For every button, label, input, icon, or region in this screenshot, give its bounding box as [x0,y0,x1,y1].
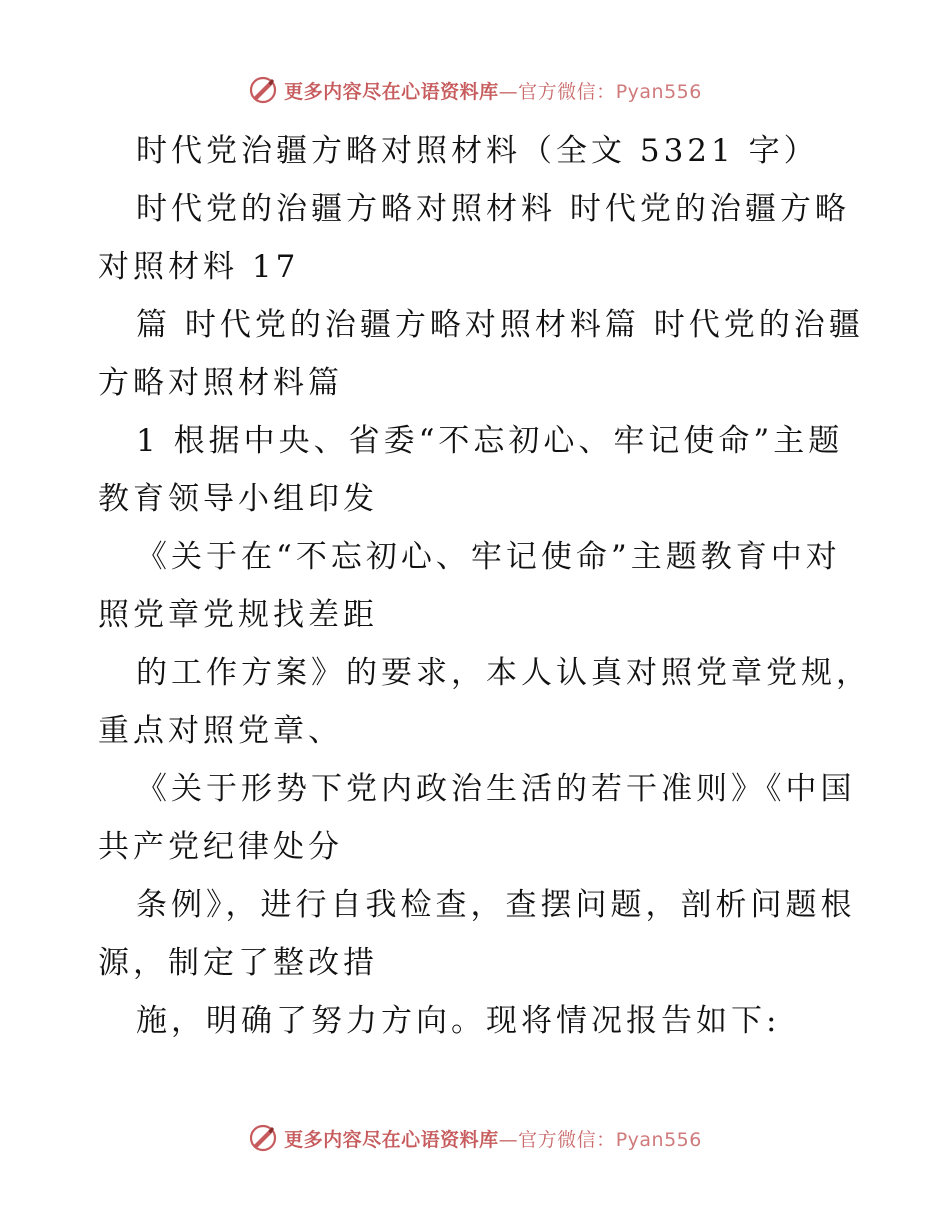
paragraph-line: 源，制定了整改措 [98,945,378,981]
paragraph-line: 1 根据中央、省委“不忘初心、牢记使命”主题 [136,423,844,459]
watermark-dash: — [498,80,519,103]
paragraph-line: 时代党的治疆方略对照材料 时代党的治疆方略 [136,191,850,227]
watermark-site: 更多内容尽在心语资料库 [284,80,499,103]
paragraph-line: 篇 时代党的治疆方略对照材料篇 时代党的治疆 [136,307,864,343]
header-watermark [0,70,950,110]
paragraph-line: 对照材料 17 [98,249,300,285]
watermark-dash: — [498,1128,519,1151]
paragraph-line: 《关于在“不忘初心、牢记使命”主题教育中对 [136,539,841,575]
watermark-text [284,1125,702,1152]
watermark-id: Pyan556 [615,80,702,103]
paragraph-line: 重点对照党章、 [98,713,343,749]
paragraph-line: 方略对照材料篇 [98,365,343,401]
paragraph-line: 共产党纪律处分 [98,829,343,865]
watermark-text [284,77,702,104]
paragraph-line: 教育领导小组印发 [98,481,378,517]
document-body [98,122,871,1050]
document-title: 时代党治疆方略对照材料（全文 5321 字） [136,133,819,169]
paragraph-line: 照党章党规找差距 [98,597,378,633]
watermark-wechat: 官方微信： [518,80,616,103]
paragraph-line: 《关于形势下党内政治生活的若干准则》《中国 [136,771,856,807]
writing-hand-logo-icon [248,1123,278,1153]
footer-watermark [0,1118,950,1158]
paragraph-line: 施，明确了努力方向。现将情况报告如下: [136,1003,781,1039]
watermark-id: Pyan556 [615,1128,702,1151]
watermark-wechat: 官方微信： [518,1128,616,1151]
paragraph-line: 条例》，进行自我检查，查摆问题，剖析问题根 [136,887,856,923]
writing-hand-logo-icon [248,75,278,105]
paragraph-line: 的工作方案》的要求，本人认真对照党章党规， [136,655,871,691]
watermark-site: 更多内容尽在心语资料库 [284,1128,499,1151]
